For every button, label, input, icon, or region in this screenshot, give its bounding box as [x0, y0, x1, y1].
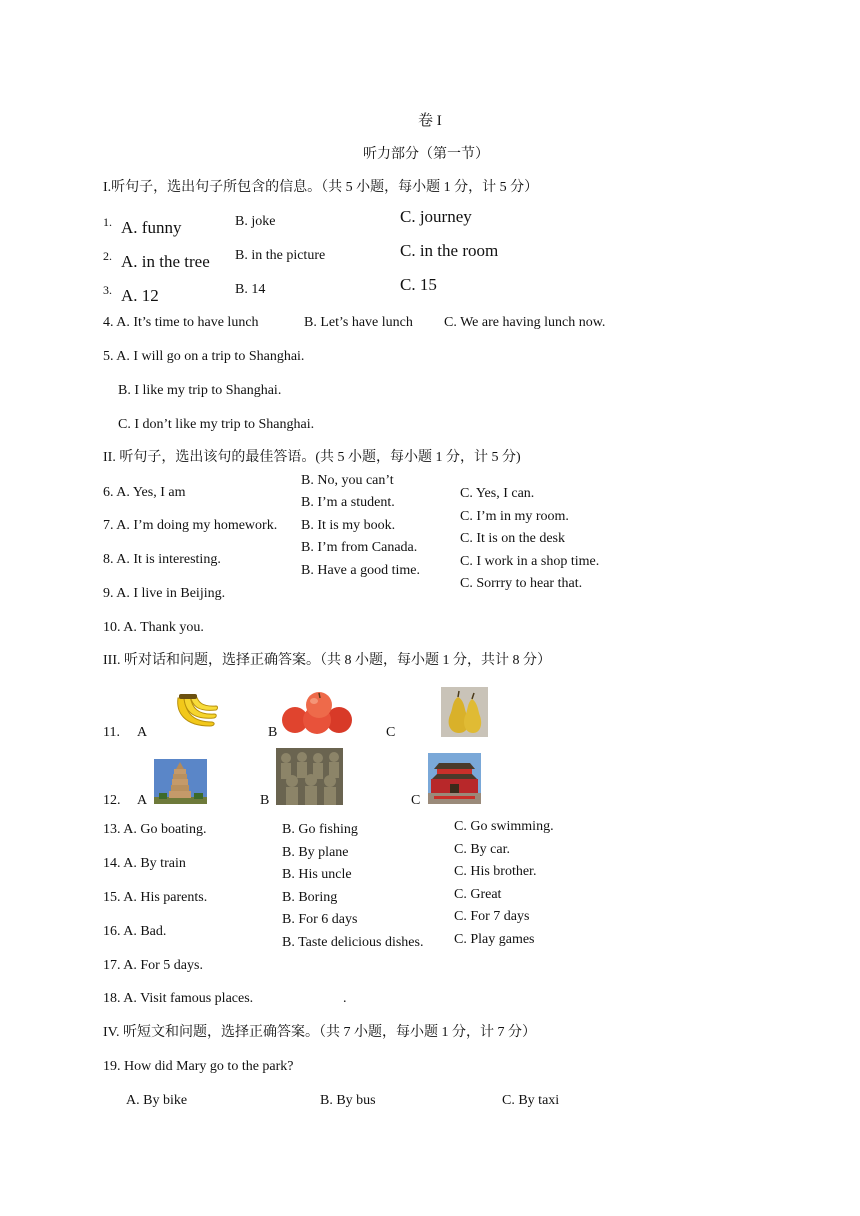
volume-title: 卷 I — [418, 113, 442, 129]
q14-option-b: B. By plane — [282, 845, 349, 860]
q13-option-b: B. Go fishing — [282, 822, 358, 837]
q1-option-c: C. journey — [400, 207, 472, 226]
q18-option-c: C. Play games — [454, 932, 535, 947]
q17-option-c: C. For 7 days — [454, 909, 530, 924]
apples-icon — [277, 690, 357, 735]
part3-heading: III. 听对话和问题，选择正确答案。（共 8 小题，每小题 1 分，共计 8 分） — [103, 653, 551, 668]
q10-option-b: B. Have a good time. — [301, 563, 420, 578]
pagoda-icon — [154, 759, 207, 804]
terracotta-warriors-icon — [276, 748, 343, 805]
q5-option-a: 5. A. I will go on a trip to Shanghai. — [103, 349, 305, 364]
q1-option-b: B. joke — [235, 214, 276, 229]
q6-option-a: 6. A. Yes, I am — [103, 485, 186, 500]
q2-option-b: B. in the picture — [235, 248, 326, 263]
q1-option-a: A. funny — [121, 218, 182, 237]
q15-option-a: 15. A. His parents. — [103, 890, 208, 905]
q8-option-c: C. It is on the desk — [460, 531, 565, 546]
q10-option-a: 10. A. Thank you. — [103, 620, 204, 635]
part1-heading: I.听句子，选出句子所包含的信息。（共 5 小题，每小题 1 分，计 5 分） — [103, 180, 539, 195]
q2-option-a: A. in the tree — [121, 252, 210, 271]
q9-option-a: 9. A. I live in Beijing. — [103, 586, 226, 601]
q17-option-a: 17. A. For 5 days. — [103, 958, 203, 973]
q18-option-a: 18. A. Visit famous places. — [103, 991, 254, 1006]
q4-option-a: 4. A. It’s time to have lunch — [103, 315, 259, 330]
q8-option-b: B. It is my book. — [301, 518, 396, 533]
q19-option-b: B. By bus — [320, 1093, 376, 1108]
q9-option-b: B. I’m from Canada. — [301, 540, 418, 555]
q1-number: 1. — [103, 215, 112, 229]
part2-heading: II. 听句子，选出该句的最佳答语。(共 5 小题，每小题 1 分，计 5 分) — [103, 450, 521, 465]
q3-option-b: B. 14 — [235, 282, 266, 297]
pears-icon — [441, 687, 488, 737]
q3-option-a: A. 12 — [121, 286, 159, 305]
q6-option-b: B. No, you can’t — [301, 473, 394, 488]
q6-option-c: C. Yes, I can. — [460, 486, 535, 501]
q12-number: 12. — [103, 793, 121, 808]
q7-option-c: C. I’m in my room. — [460, 509, 569, 524]
q5-option-c: C. I don’t like my trip to Shanghai. — [118, 417, 315, 432]
q18-option-b: B. Taste delicious dishes. — [282, 935, 424, 950]
q16-option-a: 16. A. Bad. — [103, 924, 167, 939]
q14-option-c: C. By car. — [454, 842, 510, 857]
q10-option-c: C. Sorrry to hear that. — [460, 576, 583, 591]
q2-number: 2. — [103, 249, 112, 263]
q14-option-a: 14. A. By train — [103, 856, 186, 871]
q3-option-c: C. 15 — [400, 275, 437, 294]
q8-option-a: 8. A. It is interesting. — [103, 552, 221, 567]
q15-option-b: B. His uncle — [282, 867, 352, 882]
section-title: 听力部分（第一节） — [363, 147, 489, 162]
q9-option-c: C. I work in a shop time. — [460, 554, 600, 569]
q4-option-c: C. We are having lunch now. — [444, 315, 606, 330]
banana-icon — [170, 692, 220, 732]
q11-number: 11. — [103, 725, 120, 740]
q11-label-c: C — [386, 725, 396, 740]
q18-dot: . — [343, 991, 347, 1006]
part4-heading: IV. 听短文和问题，选择正确答案。（共 7 小题，每小题 1 分，计 7 分） — [103, 1025, 536, 1040]
q13-option-a: 13. A. Go boating. — [103, 822, 207, 837]
q16-option-b: B. Boring — [282, 890, 338, 905]
q12-label-b: B — [260, 793, 270, 808]
q13-option-c: C. Go swimming. — [454, 819, 554, 834]
q4-option-b: B. Let’s have lunch — [304, 315, 413, 330]
q11-label-b: B — [268, 725, 278, 740]
q12-label-a: A — [137, 793, 148, 808]
q19-question: 19. How did Mary go to the park? — [103, 1059, 294, 1074]
q17-option-b: B. For 6 days — [282, 912, 358, 927]
q5-option-b: B. I like my trip to Shanghai. — [118, 383, 282, 398]
q11-label-a: A — [137, 725, 148, 740]
q16-option-c: C. Great — [454, 887, 502, 902]
q12-label-c: C — [411, 793, 421, 808]
q7-option-a: 7. A. I’m doing my homework. — [103, 518, 278, 533]
q19-option-c: C. By taxi — [502, 1093, 560, 1108]
q19-option-a: A. By bike — [126, 1093, 188, 1108]
q15-option-c: C. His brother. — [454, 864, 537, 879]
q3-number: 3. — [103, 283, 112, 297]
q7-option-b: B. I’m a student. — [301, 495, 395, 510]
tiananmen-icon — [428, 753, 481, 804]
q2-option-c: C. in the room — [400, 241, 499, 260]
